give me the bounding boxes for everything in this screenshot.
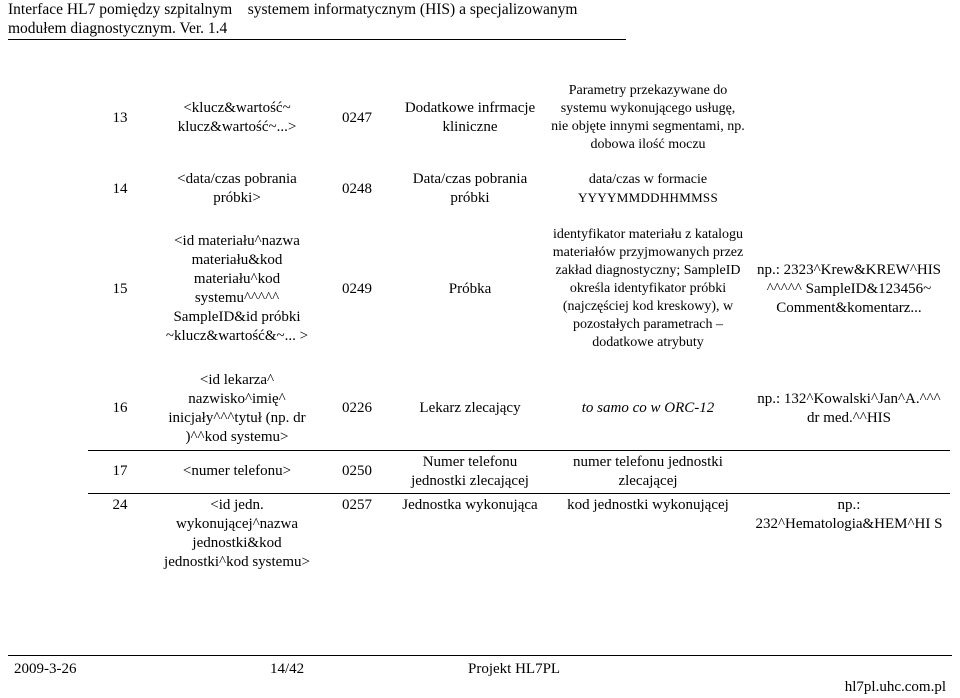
field-code: 0248 xyxy=(342,180,372,197)
field-description xyxy=(548,168,748,210)
field-placeholder: <data/czas pobrania próbki> xyxy=(177,171,297,206)
field-description: Parametry przekazywane do systemu wykonującego usługę, nie objęte innymi segmentami, np. dobowa ilość moczu xyxy=(551,83,745,152)
table-row xyxy=(88,68,950,168)
field-example: np.: 132^Kowalski^Jan^A.^^^ dr med.^^HIS xyxy=(757,390,941,426)
field-description-line: data/czas w formacie xyxy=(588,172,708,187)
footer-page-number: 14/42 xyxy=(270,661,305,677)
field-number: 13 xyxy=(112,109,128,126)
field-code: 0226 xyxy=(342,400,372,417)
segment-fields-table xyxy=(88,68,950,585)
field-description: kod jednostki wykonującej xyxy=(548,493,748,585)
table-row xyxy=(88,493,950,585)
field-example: np.: 232^Hematologia&HEM^HI S xyxy=(748,493,950,585)
field-name: Data/czas pobrania próbki xyxy=(412,171,528,206)
field-placeholder: <id lekarza^ nazwisko^imię^ inicjały^^^tytuł (np. dr )^^kod systemu> xyxy=(168,371,306,445)
table-row xyxy=(88,168,950,210)
field-number: 15 xyxy=(112,280,128,297)
footer-date: 2009-3-26 xyxy=(14,661,77,677)
field-name: Numer telefonu jednostki zlecającej xyxy=(392,450,548,493)
table-row xyxy=(88,210,950,368)
field-number: 16 xyxy=(112,400,128,417)
field-placeholder: <id materiału^nazwa materiału&kod materiału^kod systemu^^^^^ SampleID&id próbki ~klucz&wartość&~... > xyxy=(165,233,309,344)
field-example xyxy=(748,450,950,493)
header-rule xyxy=(8,39,626,40)
field-name: Lekarz zlecający xyxy=(419,400,521,417)
footer-project: Projekt HL7PL xyxy=(468,661,561,677)
field-code: 0247 xyxy=(342,109,372,126)
field-example xyxy=(748,68,950,168)
field-name: Jednostka wykonująca xyxy=(392,493,548,585)
field-code: 0250 xyxy=(322,450,392,493)
field-example: np.: 2323^Krew&KREW^HIS ^^^^^ SampleID&123456~ Comment&komentarz... xyxy=(756,261,942,316)
field-number: 24 xyxy=(88,493,152,585)
header-title-line2: modułem diagnostycznym. Ver. 1.4 xyxy=(8,20,228,37)
field-placeholder: <id jedn. wykonującej^nazwa jednostki&kod jednostki^kod systemu> xyxy=(152,493,322,585)
field-number: 14 xyxy=(112,180,128,197)
footer-rule xyxy=(8,655,952,656)
table-row xyxy=(88,450,950,493)
table-row xyxy=(88,368,950,450)
field-description: identyfikator materiału z katalogu materiałów przyjmowanych przez zakład diagnostyczny; SampleID określa identyfikator próbki (najczęściej kod kreskowy), w pozostałych parametrach – dodatkowe atrybuty xyxy=(552,227,744,350)
field-description: numer telefonu jednostki zlecającej xyxy=(548,450,748,493)
field-description-format: YYYYMMDDHHMMSS xyxy=(577,190,718,205)
field-description: to samo co w ORC-12 xyxy=(581,400,715,417)
field-placeholder: <klucz&wartość~ klucz&wartość~...> xyxy=(177,100,297,135)
field-name: Dodatkowe infrmacje kliniczne xyxy=(404,100,536,135)
field-placeholder: <numer telefonu> xyxy=(152,450,322,493)
field-code: 0257 xyxy=(322,493,392,585)
document-header xyxy=(8,0,577,38)
footer-url[interactable]: hl7pl.uhc.com.pl xyxy=(844,679,946,695)
header-title-line1: Interface HL7 pomiędzy szpitalnym systemem informatycznym (HIS) a specjalizowanym xyxy=(8,1,578,18)
field-name: Próbka xyxy=(448,280,492,297)
field-number: 17 xyxy=(88,450,152,493)
field-example xyxy=(748,168,950,210)
field-code: 0249 xyxy=(342,280,372,297)
